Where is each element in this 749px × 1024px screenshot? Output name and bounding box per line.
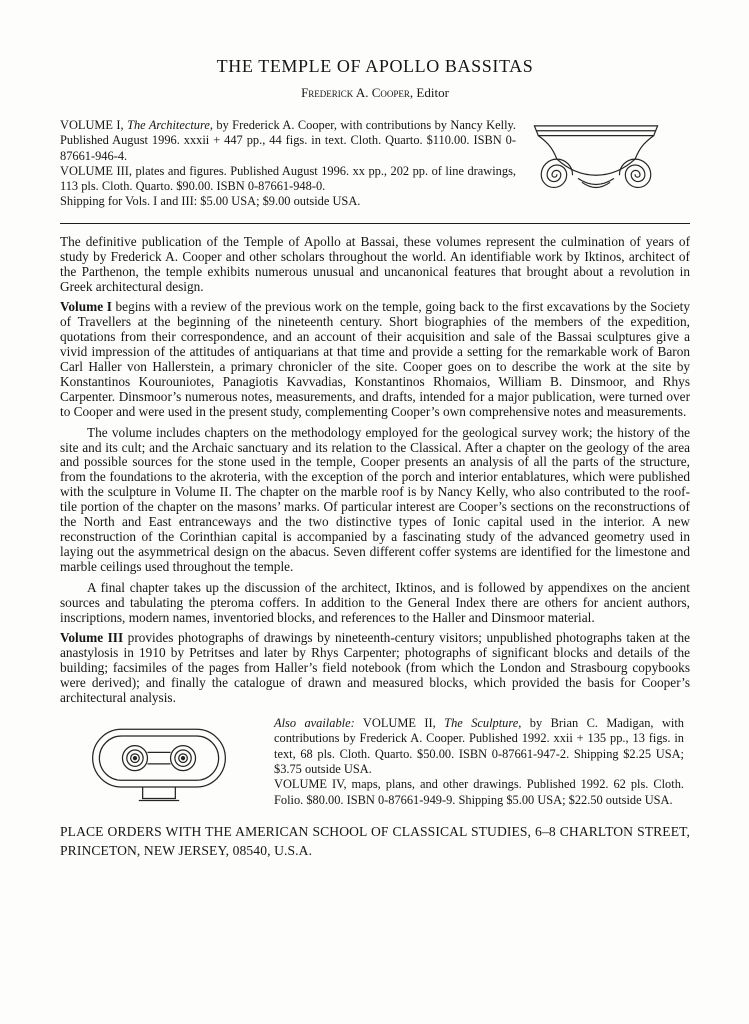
- section-divider: [60, 223, 690, 224]
- editor-byline: Frederick A. Cooper, Editor: [301, 85, 449, 100]
- volume-4-details: VOLUME IV, maps, plans, and other drawings. Published 1992. 62 pls. Cloth. Folio. $80.00. ISBN 0-87661-949-9. Shipping $5.00 USA; $22.50 outside USA.: [274, 777, 684, 807]
- paragraph-volume1-final-chapter: A final chapter takes up the discussion of the architect, Iktinos, and is followed by appendixes on the ancient sources and tabulating the pteroma coffers. In addition to the General Index there are others for ancient authors, inscriptions, modern names, inventoried blocks, and references to the Haller and Dinsmoor material.: [60, 579, 690, 625]
- publication-details-text: [60, 118, 516, 210]
- publication-details-block: [60, 118, 690, 210]
- ionic-capital-side-drawing: [530, 120, 662, 208]
- paragraph-volume1-contents: The volume includes chapters on the methodology employed for the geological survey work; the history of the site and its cult; and the Archaic sanctuary and its relation to the Classical. After a chapter on the geology of the area and possible sources for the stone used in the temple, Cooper presents an analysis of all the parts of the structure, from the foundations to the akroteria, with the exception of the porch and interior entablatures, which were published with the sculpture in Volume II. The chapter on the marble roof is by Nancy Kelly, who also contributed to the roof-tile portion of the chapter on the masons’ marks. Of particular interest are Cooper’s sections on the reconstructions of the North and East entranceways and the two distinctive types of Ionic capital used in the interior. A new reconstruction of the Corinthian capital is accompanied by a fascinating study of the advanced geometry used in laying out the asymmetrical design on the abacus. Seven different coffer systems are identified for the limestone and marble ceilings used throughout the temple.: [60, 424, 690, 574]
- ordering-info: PLACE ORDERS WITH THE AMERICAN SCHOOL OF CLASSICAL STUDIES, 6–8 CHARLTON STREET, PRINCETON, NEW JERSEY, 08540, U.S.A.: [60, 823, 690, 859]
- volume-3-details: VOLUME III, plates and figures. Published August 1996. xx pp., 202 pp. of line drawings, 113 pls. Cloth. Quarto. $90.00. ISBN 0-87661-948-0.: [60, 163, 516, 194]
- page-title: THE TEMPLE OF APOLLO BASSITAS: [216, 56, 534, 76]
- also-available-section: [60, 712, 690, 812]
- volume-2-details: Also available: VOLUME II, The Sculpture, by Brian C. Madigan, with contributions by Frederick A. Cooper. Published 1992. xxii + 135 pp., 13 figs. in text, 68 pls. Cloth. Quarto. $50.00. ISBN 0-87661-947-2. Shipping $2.25 USA; $3.75 outside USA.: [274, 716, 684, 776]
- paragraph-introduction: The definitive publication of the Temple of Apollo at Bassai, these volumes represent the culmination of years of study by Frederick A. Cooper and other scholars throughout the world. An identifiable work by Iktinos, architect of the Parthenon, the temple exhibits numerous unusual and uncanonical features that brought about a revolution in Greek architectural design.: [60, 233, 690, 294]
- ionic-capital-front-illustration: [84, 712, 234, 812]
- paragraph-volume1-overview: Volume I begins with a review of the previous work on the temple, going back to the first excavations by the Society of Travellers at the beginning of the nineteenth century. Short biographies of the members of the expedition, quotations from their correspondence, and an account of their acquisition and sale of the Bassai sculptures give a vivid impression of the attitudes of antiquarians at that time and provide a setting for the remarkable work of Baron Carl Haller von Hallerstein, a primary chronicler of the site. Cooper goes on to describe the work at the site by Konstantinos Kourouniotes, Panagiotis Kavvadias, Konstantinos Rhomaios, William B. Dinsmoor, and Rhys Carpenter. Dinsmoor’s numerous notes, measurements, and drafts, intended for a major publication, were turned over to Cooper and were used in the present study, complementing Cooper’s own comprehensive notes and measurements.: [60, 299, 690, 419]
- also-available-text: [274, 716, 684, 808]
- volume-1-details: VOLUME I, The Architecture, by Frederick A. Cooper, with contributions by Nancy Kelly. Published August 1996. xxxii + 447 pp., 44 figs. in text. Cloth. Quarto. $110.00. ISBN 0-87661-946-4.: [60, 118, 517, 163]
- ionic-capital-front-drawing: [84, 712, 234, 812]
- paragraph-volume3-overview: Volume III provides photographs of drawings by nineteenth-century visitors; unpublished photographs taken at the anastylosis in 1910 by Petritses and later by Rhys Carpenter; photographs of significant blocks and details of the building; facsimiles of the pages from Haller’s field notebook (from which the London and Strasbourg copybooks were derived); and finally the catalogue of drawn and measured blocks, which provided the basis for Cooper’s architectural analysis.: [60, 630, 691, 706]
- shipping-details: Shipping for Vols. I and III: $5.00 USA; $9.00 outside USA.: [60, 194, 361, 209]
- ionic-capital-side-illustration: [530, 120, 662, 208]
